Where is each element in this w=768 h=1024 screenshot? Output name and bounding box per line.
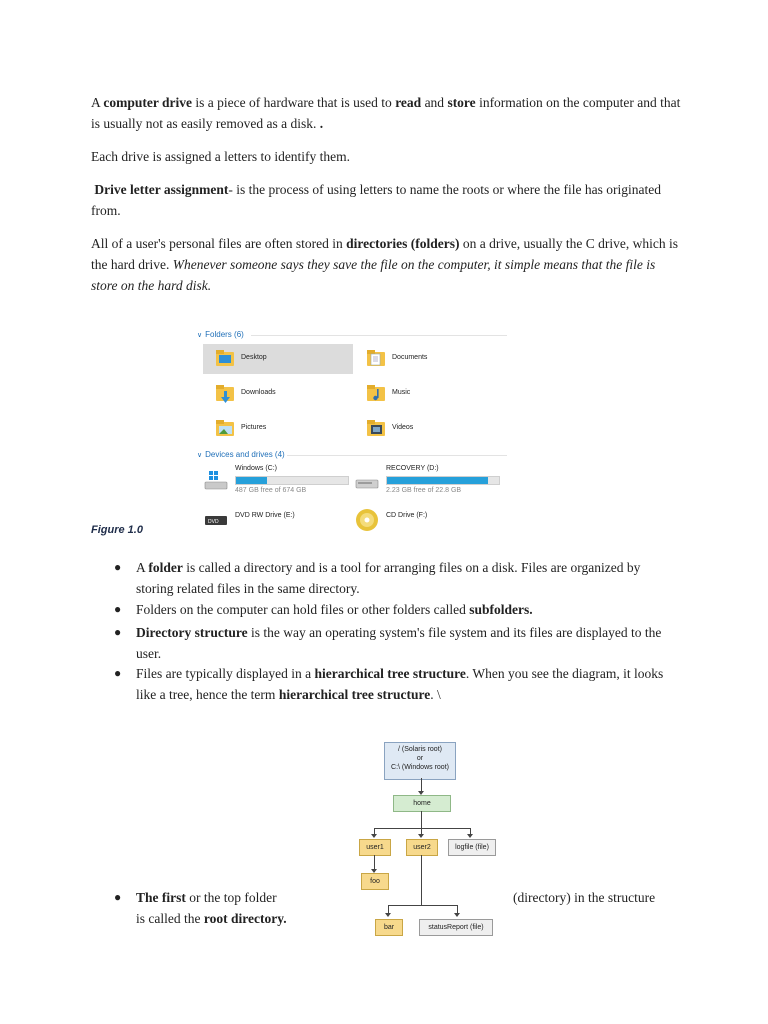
windows-drive-icon	[203, 470, 229, 494]
hard-drive-icon	[354, 470, 380, 494]
music-folder-icon	[366, 383, 386, 403]
drive-item-c[interactable]: Windows (C:) 487 GB free of 674 GB	[197, 464, 347, 502]
folder-item-downloads[interactable]: Downloads	[203, 379, 353, 409]
list-item-line2: is called the root directory.	[136, 911, 287, 926]
bullet-icon: ●	[114, 890, 122, 904]
documents-folder-icon	[366, 348, 386, 368]
tree-node-home: home	[393, 795, 451, 812]
downloads-folder-icon	[215, 383, 235, 405]
bullet-icon: ●	[114, 560, 122, 574]
bullet-icon: ●	[114, 666, 122, 680]
chevron-down-icon: ∨	[197, 332, 203, 339]
chevron-down-icon: ∨	[197, 452, 203, 459]
drive-letter-assignment-paragraph: Drive letter assignment- is the process of using letters to name the roots or where the file has originated from.	[91, 182, 661, 218]
drive-item-e[interactable]: DVD DVD RW Drive (E:)	[197, 502, 347, 540]
list-item: ● A folder is called a directory and is a tool for arranging files on a disk. Files are organized by storing related files in the same directory.	[136, 557, 676, 599]
list-item: ● Folders on the computer can hold files or other folders called subfolders.	[136, 599, 676, 620]
tree-node-foo: foo	[361, 873, 389, 890]
tree-connector	[421, 811, 422, 828]
folder-item-pictures[interactable]: Pictures	[203, 414, 353, 444]
bullet-icon: ●	[114, 602, 122, 616]
figure-caption: Figure 1.0	[91, 524, 143, 536]
drive-d-usage-fill	[387, 477, 488, 484]
drive-letters-paragraph: Each drive is assigned a letters to identify them.	[91, 149, 351, 164]
tree-node-user1: user1	[359, 839, 391, 856]
folder-item-documents[interactable]: Documents	[354, 344, 504, 374]
desktop-folder-icon	[215, 348, 235, 368]
group-divider	[251, 335, 507, 336]
arrow-down-icon	[418, 834, 424, 838]
group-divider	[287, 455, 507, 456]
dvd-drive-icon	[203, 508, 229, 532]
drive-item-f[interactable]: CD Drive (F:)	[348, 502, 498, 540]
drive-c-usage-bar	[235, 476, 349, 485]
folders-group-header[interactable]: ∨ Folders (6)	[197, 330, 244, 339]
tree-connector	[388, 905, 458, 906]
tree-node-logfile: logfile (file)	[448, 839, 496, 856]
arrow-down-icon	[467, 834, 473, 838]
arrow-down-icon	[371, 834, 377, 838]
tree-connector	[374, 828, 471, 829]
folder-item-desktop[interactable]: Desktop	[203, 344, 353, 374]
intro-paragraph: A computer drive is a piece of hardware that is used to read and store information on the computer and that is usually not as easily removed as a disk. .	[91, 95, 681, 131]
list-item: ● The first or the top folder	[136, 887, 676, 908]
drive-c-usage-fill	[236, 477, 267, 484]
folder-item-music[interactable]: Music	[354, 379, 504, 409]
tree-node-root: / (Solaris root) or C:\ (Windows root)	[384, 742, 456, 780]
file-explorer-figure	[197, 326, 509, 531]
list-item: ● Directory structure is the way an operating system's file system and its files are displayed to the user.	[136, 622, 676, 664]
tree-node-status-report: statusReport (file)	[419, 919, 493, 936]
arrow-down-icon	[385, 913, 391, 917]
arrow-down-icon	[454, 913, 460, 917]
bullet-icon: ●	[114, 625, 122, 639]
tree-connector	[421, 855, 422, 905]
list-item: ● Files are typically displayed in a hierarchical tree structure. When you see the diagram, it looks like a tree, hence the term hierarchical tree structure. \	[136, 663, 676, 705]
drive-d-usage-bar	[386, 476, 500, 485]
list-item-continuation: (directory) in the structure	[513, 890, 656, 905]
cd-drive-icon	[354, 508, 380, 534]
tree-node-user2: user2	[406, 839, 438, 856]
hierarchical-tree-diagram	[350, 738, 510, 943]
folder-item-videos[interactable]: Videos	[354, 414, 504, 444]
personal-files-paragraph: All of a user's personal files are often stored in directories (folders) on a drive, usually the C drive, which is the hard drive. Whenever someone says they save the file on the computer, it simple means that the file is store on the hard disk.	[91, 236, 679, 293]
videos-folder-icon	[366, 418, 386, 438]
drive-item-d[interactable]: RECOVERY (D:) 2.23 GB free of 22.8 GB	[348, 464, 498, 502]
tree-node-bar: bar	[375, 919, 403, 936]
devices-group-header[interactable]: ∨ Devices and drives (4)	[197, 450, 285, 459]
svg-text:DVD: DVD	[208, 519, 219, 525]
pictures-folder-icon	[215, 418, 235, 438]
